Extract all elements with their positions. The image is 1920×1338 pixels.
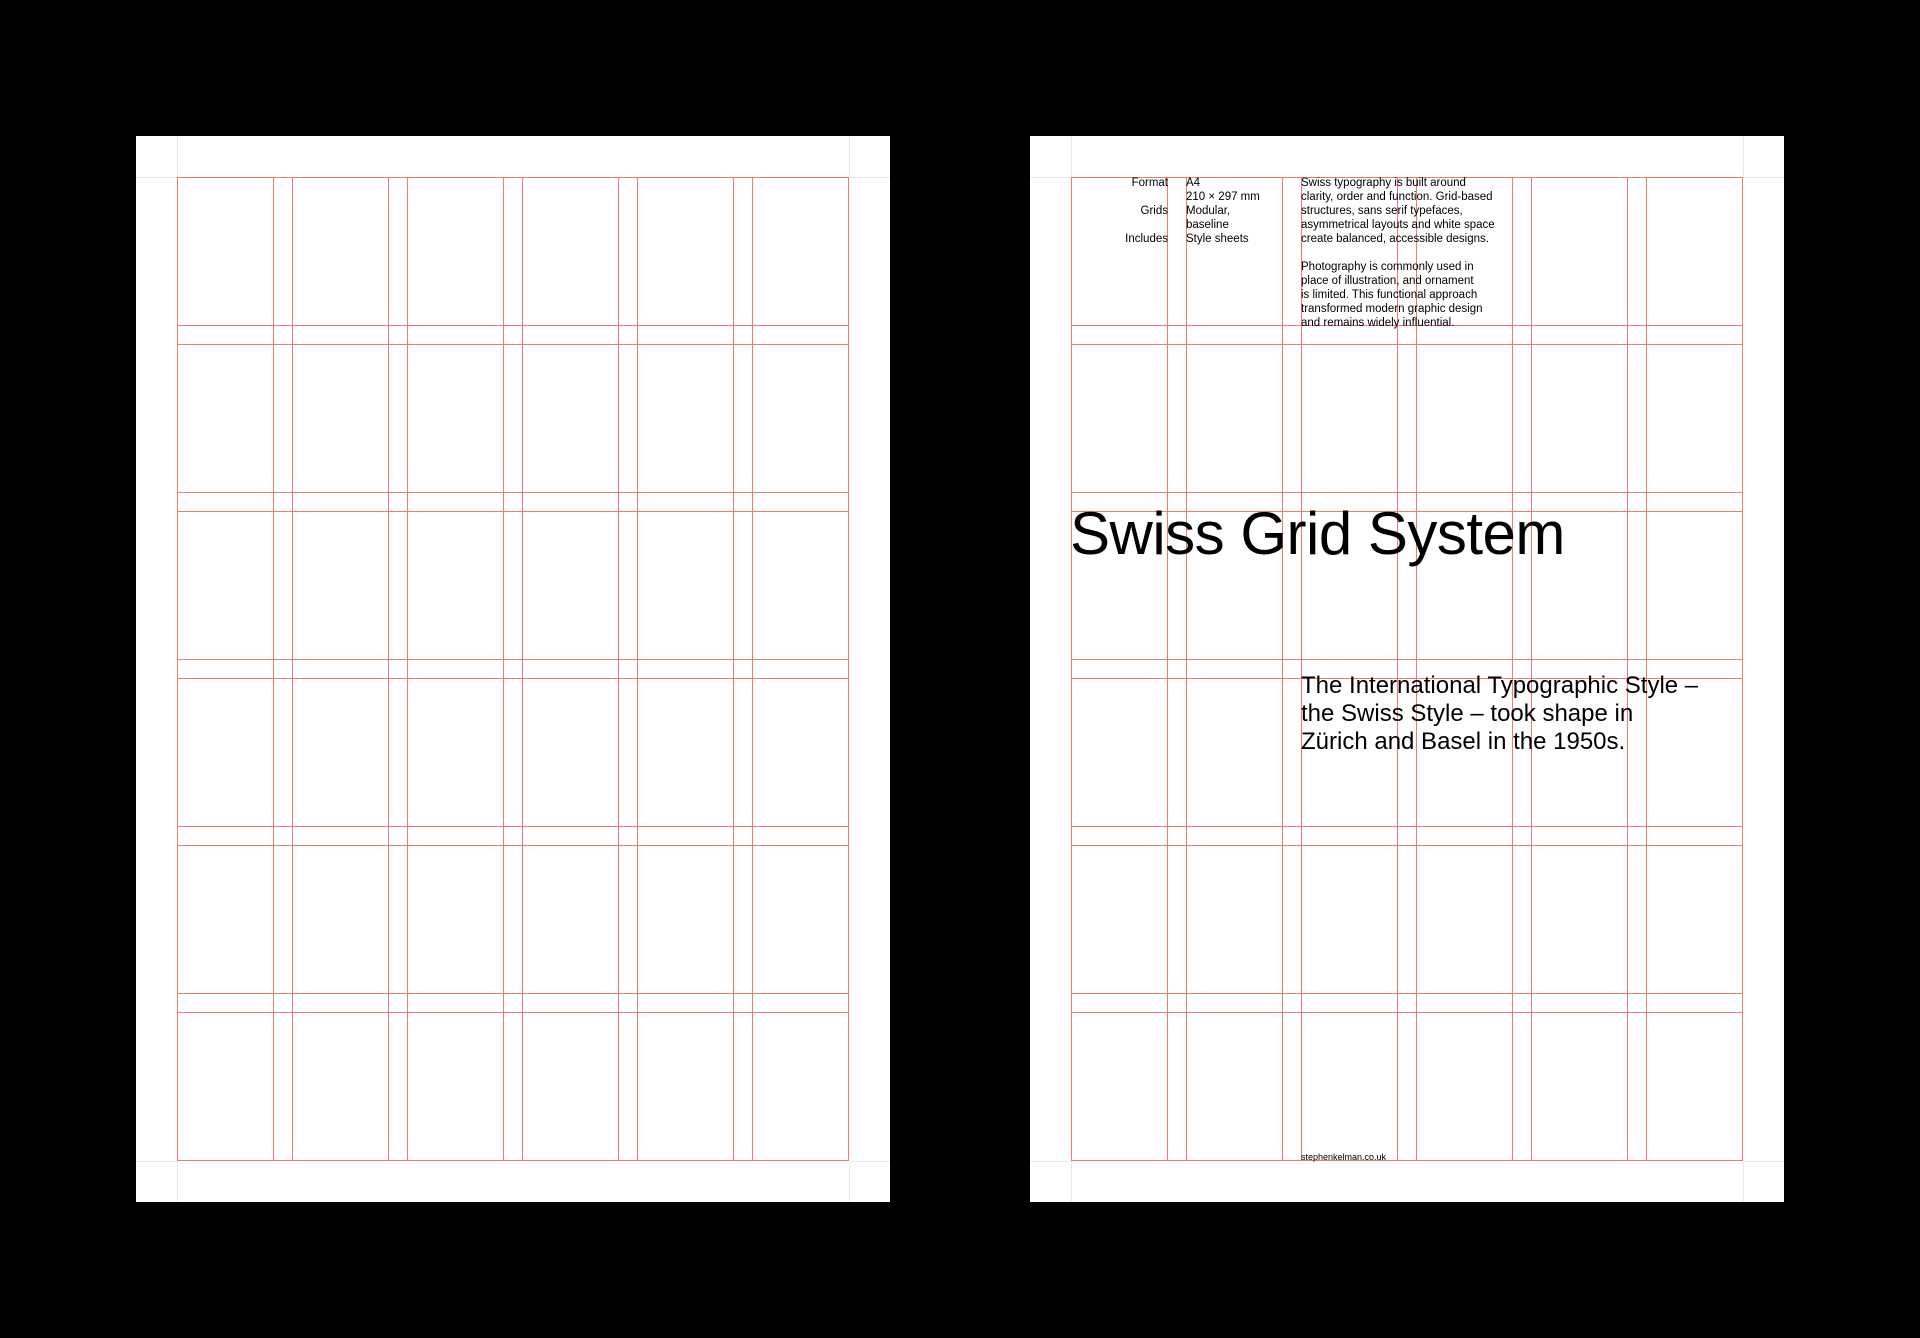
grid-row-line bbox=[177, 511, 849, 512]
meta-value-format-2: 210 × 297 mm bbox=[1186, 191, 1260, 203]
right-page bbox=[1030, 136, 1784, 1202]
subtitle-line: Zürich and Basel in the 1950s. bbox=[1301, 728, 1626, 755]
grid-row-line bbox=[177, 177, 849, 178]
intro-line: Swiss typography is built around bbox=[1301, 177, 1466, 189]
meta-label-grids: Grids bbox=[1140, 205, 1168, 217]
intro-line: structures, sans serif typefaces, bbox=[1301, 205, 1463, 217]
intro-line: and remains widely influential. bbox=[1301, 317, 1455, 329]
grid-row-line bbox=[177, 993, 849, 994]
grid-row-line bbox=[177, 845, 849, 846]
trim-mark bbox=[849, 1161, 890, 1162]
intro-line: is limited. This functional approach bbox=[1301, 289, 1478, 301]
grid-row-line bbox=[177, 325, 849, 326]
trim-mark bbox=[177, 1161, 178, 1202]
trim-mark bbox=[1071, 136, 1072, 177]
grid-row-line bbox=[177, 1160, 849, 1161]
intro-line: create balanced, accessible designs. bbox=[1301, 233, 1489, 245]
meta-value-format-1: A4 bbox=[1186, 177, 1201, 189]
intro-line: asymmetrical layouts and white space bbox=[1301, 219, 1495, 231]
trim-mark bbox=[1743, 136, 1744, 177]
grid-row-line bbox=[177, 659, 849, 660]
grid-row-line bbox=[1071, 845, 1743, 846]
intro-paragraph-1 bbox=[1301, 176, 1495, 246]
trim-mark bbox=[1030, 1161, 1071, 1162]
grid-row-line bbox=[177, 492, 849, 493]
page-title: Swiss Grid System bbox=[1070, 500, 1565, 567]
trim-mark bbox=[849, 1161, 850, 1202]
subtitle-line: The International Typographic Style – bbox=[1301, 672, 1699, 699]
trim-mark bbox=[136, 177, 177, 178]
grid-row-line bbox=[1071, 1012, 1743, 1013]
grid-row-line bbox=[1071, 993, 1743, 994]
meta-label-format: Format bbox=[1131, 177, 1168, 189]
intro-line: transformed modern graphic design bbox=[1301, 303, 1483, 315]
subtitle bbox=[1301, 672, 1698, 756]
grid-row-line bbox=[177, 826, 849, 827]
grid-row-line bbox=[1071, 826, 1743, 827]
grid-row-line bbox=[1071, 659, 1743, 660]
meta-value-grids-1: Modular, bbox=[1186, 205, 1231, 217]
meta-label-includes: Includes bbox=[1125, 233, 1168, 245]
intro-line: place of illustration, and ornament bbox=[1301, 275, 1474, 287]
trim-mark bbox=[1030, 177, 1071, 178]
meta-value-includes-1: Style sheets bbox=[1186, 233, 1249, 245]
trim-mark bbox=[177, 136, 178, 177]
intro-line: Photography is commonly used in bbox=[1301, 261, 1474, 273]
trim-mark bbox=[849, 177, 890, 178]
trim-mark bbox=[136, 1161, 177, 1162]
grid-row-line bbox=[177, 678, 849, 679]
grid-row-line bbox=[1071, 1160, 1743, 1161]
trim-mark bbox=[1743, 177, 1784, 178]
intro-line: clarity, order and function. Grid-based bbox=[1301, 191, 1493, 203]
meta-block bbox=[1071, 176, 1271, 246]
trim-mark bbox=[1743, 1161, 1784, 1162]
footer-url: stephenkelman.co.uk bbox=[1301, 1152, 1387, 1162]
trim-mark bbox=[1071, 1161, 1072, 1202]
grid-row-line bbox=[177, 344, 849, 345]
intro-paragraph-2 bbox=[1301, 260, 1483, 330]
trim-mark bbox=[1743, 1161, 1744, 1202]
trim-mark bbox=[849, 136, 850, 177]
subtitle-line: the Swiss Style – took shape in bbox=[1301, 700, 1634, 727]
grid-overlay bbox=[177, 177, 849, 1161]
grid-row-line bbox=[1071, 492, 1743, 493]
grid-row-line bbox=[177, 1012, 849, 1013]
grid-row-line bbox=[1071, 344, 1743, 345]
meta-value-grids-2: baseline bbox=[1186, 219, 1229, 231]
left-page bbox=[136, 136, 890, 1202]
